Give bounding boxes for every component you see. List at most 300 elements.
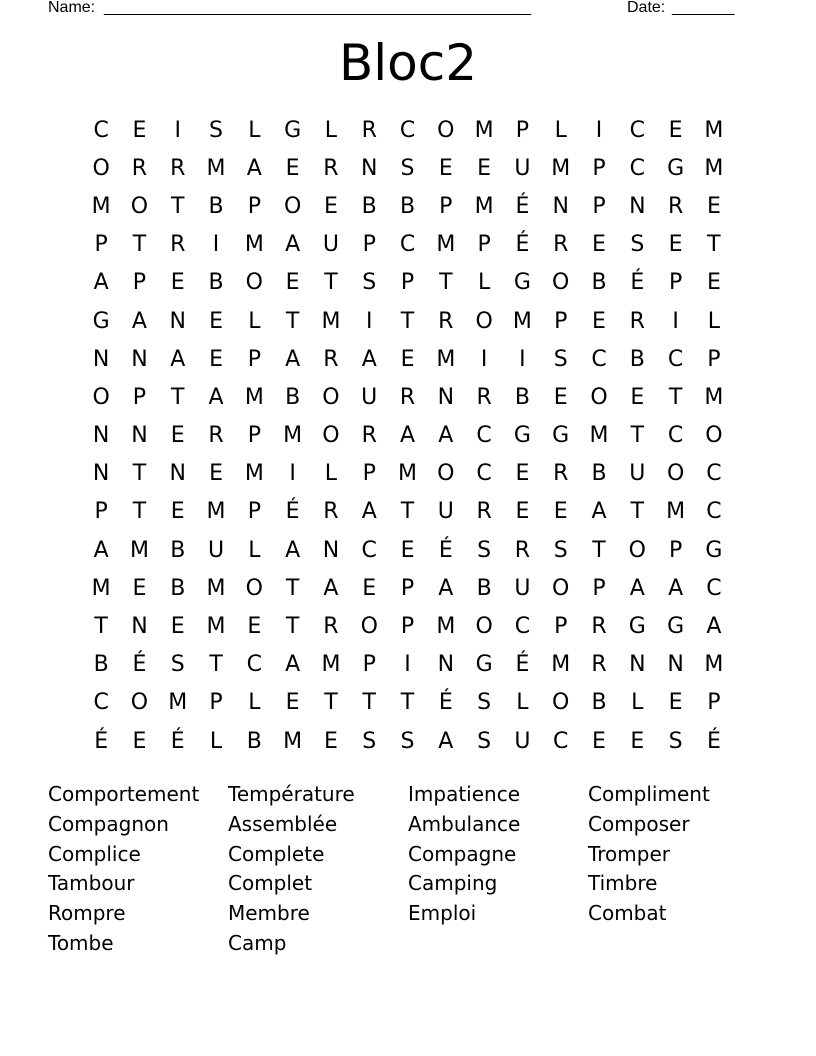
grid-cell: C xyxy=(93,690,109,716)
grid-cell: E xyxy=(515,461,530,487)
grid-cell: P xyxy=(668,270,683,296)
grid-cell: C xyxy=(706,461,722,487)
grid-cell: A xyxy=(131,308,147,334)
grid-cell: N xyxy=(629,193,646,219)
grid-cell: G xyxy=(475,652,493,678)
grid-cell: I xyxy=(404,652,411,678)
grid-cell: O xyxy=(552,690,570,716)
grid-cell: R xyxy=(170,232,186,258)
grid-cell: M xyxy=(244,461,264,487)
grid-cell: P xyxy=(209,690,223,716)
grid-cell: É xyxy=(515,232,530,258)
grid-cell: T xyxy=(94,614,108,640)
grid-cell: C xyxy=(706,575,722,601)
grid-cell: M xyxy=(206,499,226,525)
grid-cell: M xyxy=(436,614,456,640)
header-line xyxy=(48,0,748,18)
grid-cell: C xyxy=(514,614,531,640)
grid-cell: P xyxy=(592,193,606,219)
grid-cell: É xyxy=(515,652,530,678)
word-list-item: Impatience xyxy=(408,782,521,806)
grid-cell: O xyxy=(437,461,455,487)
grid-cell: A xyxy=(208,384,224,410)
grid-cell: M xyxy=(512,308,532,334)
grid-cell: I xyxy=(212,232,220,258)
grid-cell: M xyxy=(206,575,226,601)
word-list-item: Température xyxy=(228,782,355,806)
grid-cell: S xyxy=(477,728,492,754)
grid-cell: O xyxy=(92,155,110,181)
grid-cell: M xyxy=(283,728,303,754)
grid-cell: C xyxy=(476,461,492,487)
grid-cell: A xyxy=(285,232,301,258)
grid-cell: L xyxy=(477,270,491,296)
grid-cell: A xyxy=(438,423,454,449)
grid-cell: E xyxy=(668,232,683,258)
word-list-item: Camp xyxy=(228,930,287,955)
grid-cell: U xyxy=(322,232,339,258)
grid-cell: É xyxy=(515,193,530,219)
grid-cell: R xyxy=(131,155,148,181)
grid-cell: G xyxy=(284,117,302,143)
grid-cell: M xyxy=(474,193,494,219)
grid-cell: L xyxy=(248,690,261,716)
grid-cell: E xyxy=(400,346,415,372)
grid-cell: O xyxy=(552,270,570,296)
grid-cell: E xyxy=(170,423,185,449)
grid-cell: G xyxy=(552,423,570,449)
grid-cell: A xyxy=(438,575,454,601)
grid-cell: U xyxy=(361,384,378,410)
grid-cell: R xyxy=(591,614,607,640)
grid-cell: T xyxy=(400,499,415,525)
grid-cell: P xyxy=(554,614,568,640)
word-list-item: Complete xyxy=(228,841,325,866)
grid-cell: P xyxy=(94,232,108,258)
grid-cell: E xyxy=(170,614,185,640)
grid-cell: N xyxy=(667,652,684,678)
grid-cell: C xyxy=(591,346,607,372)
grid-cell: E xyxy=(132,117,147,143)
grid-cell: M xyxy=(704,384,724,410)
grid-cell: C xyxy=(629,117,645,143)
grid-cell: M xyxy=(398,461,418,487)
grid-cell: S xyxy=(553,537,568,563)
grid-cell: R xyxy=(361,117,377,143)
grid-cell: O xyxy=(705,423,723,449)
grid-cell: C xyxy=(629,155,645,181)
word-list-item: Emploi xyxy=(408,901,477,926)
grid-cell: P xyxy=(362,652,376,678)
grid-cell: S xyxy=(477,537,492,563)
word-list-item: Timbre xyxy=(588,871,658,896)
grid-cell: A xyxy=(629,575,645,601)
grid-cell: N xyxy=(131,423,148,449)
word-list-item: Comportement xyxy=(48,782,200,806)
grid-cell: B xyxy=(170,537,186,563)
grid-cell: M xyxy=(168,690,188,716)
grid-cell: P xyxy=(247,346,261,372)
grid-cell: U xyxy=(629,461,646,487)
grid-cell: N xyxy=(437,652,455,678)
grid-cell: E xyxy=(592,728,606,754)
grid-cell: S xyxy=(209,117,224,143)
grid-cell: S xyxy=(170,652,185,678)
grid-cell: P xyxy=(400,270,415,296)
grid-cell: B xyxy=(591,690,607,716)
grid-cell: O xyxy=(360,614,378,640)
grid-cell: O xyxy=(92,384,110,410)
grid-cell: M xyxy=(129,537,149,563)
grid-cell: E xyxy=(323,193,338,219)
word-list-item: Tombe xyxy=(48,930,114,955)
grid-cell: N xyxy=(92,423,110,449)
grid-cell: O xyxy=(552,575,570,601)
grid-cell: C xyxy=(667,423,684,449)
grid-cell: A xyxy=(438,728,454,754)
grid-cell: R xyxy=(323,614,339,640)
grid-cell: M xyxy=(704,155,724,181)
grid-cell: B xyxy=(399,193,416,219)
grid-cell: B xyxy=(208,270,224,296)
grid-cell: B xyxy=(208,193,224,219)
grid-cell: P xyxy=(477,232,491,258)
grid-cell: A xyxy=(591,499,607,525)
grid-cell: C xyxy=(476,423,492,449)
grid-cell: T xyxy=(324,690,338,716)
grid-cell: A xyxy=(285,652,301,678)
grid-cell: P xyxy=(707,690,721,716)
grid-cell: E xyxy=(706,193,721,219)
grid-cell: T xyxy=(592,537,606,563)
grid-cell: U xyxy=(514,575,531,601)
grid-cell: A xyxy=(706,614,722,640)
grid-cell: I xyxy=(289,461,296,487)
grid-cell: M xyxy=(321,652,341,678)
grid-cell: M xyxy=(589,423,609,449)
grid-cell: N xyxy=(131,614,148,640)
grid-cell: R xyxy=(476,499,492,525)
grid-cell: A xyxy=(361,346,377,372)
grid-cell: T xyxy=(400,690,415,716)
grid-cell: O xyxy=(628,537,646,563)
grid-cell: B xyxy=(591,461,607,487)
grid-cell: O xyxy=(322,423,340,449)
grid-cell: N xyxy=(131,346,148,372)
word-list xyxy=(48,780,768,959)
grid-cell: B xyxy=(514,384,530,410)
grid-cell: R xyxy=(553,232,569,258)
grid-cell: E xyxy=(285,690,300,716)
grid-cell: P xyxy=(362,461,376,487)
grid-cell: L xyxy=(554,117,567,143)
grid-cell: E xyxy=(247,614,262,640)
grid-cell: N xyxy=(169,308,186,334)
grid-cell: N xyxy=(169,461,186,487)
grid-cell: E xyxy=(630,384,645,410)
grid-cell: N xyxy=(322,537,340,563)
grid-cell: E xyxy=(438,155,453,181)
grid-cell: O xyxy=(245,575,263,601)
grid-cell: E xyxy=(362,575,377,601)
grid-cell: I xyxy=(672,308,679,334)
grid-cell: É xyxy=(170,728,185,754)
grid-cell: É xyxy=(94,728,109,754)
grid-cell: R xyxy=(170,155,186,181)
grid-cell: T xyxy=(209,652,223,678)
grid-cell: M xyxy=(551,652,571,678)
grid-cell: A xyxy=(93,270,109,296)
grid-cell: O xyxy=(437,117,455,143)
grid-cell: B xyxy=(476,575,492,601)
grid-cell: G xyxy=(705,537,723,563)
grid-cell: T xyxy=(630,423,645,449)
grid-cell: O xyxy=(130,193,149,219)
grid-cell: C xyxy=(361,537,377,563)
grid-cell: M xyxy=(244,232,264,258)
grid-cell: L xyxy=(248,308,261,334)
word-list-item: Camping xyxy=(408,871,498,896)
grid-cell: G xyxy=(667,614,685,640)
word-list-item: Assemblée xyxy=(228,811,338,836)
grid-cell: G xyxy=(513,423,531,449)
grid-cell: S xyxy=(553,346,568,372)
word-list-item: Tromper xyxy=(588,841,671,866)
grid-cell: S xyxy=(477,690,492,716)
grid-cell: N xyxy=(629,652,646,678)
word-list-item: Membre xyxy=(228,901,310,926)
grid-cell: L xyxy=(516,690,529,716)
grid-cell: M xyxy=(91,193,111,219)
grid-cell: L xyxy=(707,308,721,334)
grid-cell: E xyxy=(323,728,338,754)
date-label: Date: xyxy=(627,0,666,16)
grid-cell: C xyxy=(667,346,684,372)
grid-cell: É xyxy=(630,270,645,296)
grid-cell: A xyxy=(170,346,186,372)
grid-cell: E xyxy=(170,270,185,296)
grid-cell: E xyxy=(285,270,300,296)
grid-cell: É xyxy=(132,652,147,678)
grid-cell: T xyxy=(171,193,185,219)
grid-cell: E xyxy=(400,537,415,563)
grid-cell: S xyxy=(400,155,415,181)
grid-cell: O xyxy=(322,384,340,410)
grid-cell: E xyxy=(285,155,300,181)
grid-cell: R xyxy=(553,461,569,487)
grid-cell: A xyxy=(668,575,684,601)
grid-cell: R xyxy=(323,346,339,372)
grid-cell: P xyxy=(400,575,415,601)
grid-cell: M xyxy=(704,652,724,678)
grid-cell: L xyxy=(248,117,261,143)
grid-cell: N xyxy=(437,384,455,410)
grid-cell: E xyxy=(630,728,645,754)
grid-cell: E xyxy=(706,270,721,296)
grid-cell: O xyxy=(666,461,685,487)
grid-cell: E xyxy=(553,384,568,410)
grid-cell: P xyxy=(400,614,415,640)
grid-cell: U xyxy=(514,155,531,181)
grid-cell: R xyxy=(208,423,224,449)
grid-cell: N xyxy=(92,346,110,372)
grid-cell: G xyxy=(513,270,531,296)
grid-cell: T xyxy=(362,690,376,716)
grid-cell: A xyxy=(285,537,301,563)
grid-cell: P xyxy=(94,499,108,525)
grid-cell: E xyxy=(170,499,185,525)
grid-cell: A xyxy=(285,346,301,372)
grid-cell: T xyxy=(668,384,683,410)
grid-cell: A xyxy=(246,155,262,181)
grid-cell: E xyxy=(209,346,223,372)
grid-cell: P xyxy=(362,232,376,258)
grid-cell: C xyxy=(706,499,722,525)
grid-cell: P xyxy=(515,117,530,143)
grid-cell: U xyxy=(514,728,531,754)
word-list-item: Rompre xyxy=(48,901,126,926)
grid-cell: S xyxy=(400,728,415,754)
grid-cell: O xyxy=(283,193,302,219)
grid-cell: E xyxy=(553,499,568,525)
grid-cell: R xyxy=(667,193,684,219)
grid-cell: M xyxy=(283,423,303,449)
grid-cell: R xyxy=(323,499,339,525)
grid-cell: M xyxy=(206,614,226,640)
grid-cell: T xyxy=(285,614,300,640)
grid-cell: P xyxy=(554,308,568,334)
name-blank: ________________________________________________ xyxy=(104,0,532,16)
grid-cell: I xyxy=(174,117,181,143)
grid-cell: R xyxy=(438,308,454,334)
word-list-item: Compagne xyxy=(408,841,517,866)
grid-cell: A xyxy=(93,537,109,563)
grid-cell: P xyxy=(247,193,261,219)
grid-cell: I xyxy=(519,346,526,372)
grid-cell: C xyxy=(399,232,416,258)
grid-cell: R xyxy=(476,384,492,410)
grid-cell: O xyxy=(475,614,493,640)
grid-cell: M xyxy=(321,308,341,334)
grid-cell: P xyxy=(132,270,147,296)
grid-cell: I xyxy=(595,117,603,143)
grid-cell: T xyxy=(707,232,721,258)
grid-cell: E xyxy=(132,575,147,601)
grid-cell: T xyxy=(630,499,645,525)
date-blank: _______ xyxy=(672,0,735,16)
grid-cell: A xyxy=(323,575,339,601)
grid-cell: B xyxy=(93,652,109,678)
grid-cell: É xyxy=(285,499,300,525)
grid-cell: C xyxy=(399,117,416,143)
grid-cell: B xyxy=(361,193,377,219)
grid-cell: T xyxy=(132,232,147,258)
grid-cell: E xyxy=(477,155,492,181)
grid-cell: P xyxy=(668,537,683,563)
grid-cell: P xyxy=(592,155,606,181)
grid-cell: U xyxy=(207,537,225,563)
grid-cell: E xyxy=(592,232,606,258)
grid-cell: B xyxy=(629,346,645,372)
grid-cell: A xyxy=(399,423,416,449)
grid-cell: E xyxy=(209,461,223,487)
grid-cell: S xyxy=(668,728,683,754)
grid-cell: N xyxy=(360,155,378,181)
word-list-item: Complice xyxy=(48,841,141,866)
grid-cell: G xyxy=(92,308,110,334)
grid-cell: A xyxy=(361,499,377,525)
grid-cell: E xyxy=(515,499,530,525)
grid-cell: C xyxy=(246,652,263,678)
grid-cell: T xyxy=(132,499,147,525)
grid-cell: B xyxy=(591,270,607,296)
grid-cell: L xyxy=(324,461,338,487)
grid-cell: M xyxy=(244,384,264,410)
grid-cell: M xyxy=(704,117,724,143)
grid-cell: P xyxy=(707,346,721,372)
grid-cell: E xyxy=(592,308,606,334)
grid-cell: P xyxy=(247,499,261,525)
grid-cell: P xyxy=(592,575,606,601)
grid-cell: O xyxy=(130,690,149,716)
grid-cell: O xyxy=(590,384,608,410)
grid-cell: M xyxy=(474,117,494,143)
grid-cell: É xyxy=(706,728,721,754)
letter-grid xyxy=(82,111,733,760)
grid-cell: R xyxy=(361,423,377,449)
word-list-item: Tambour xyxy=(48,871,135,896)
grid-cell: T xyxy=(285,575,300,601)
grid-cell: B xyxy=(246,728,262,754)
grid-cell: G xyxy=(667,155,685,181)
grid-cell: M xyxy=(436,346,456,372)
grid-cell: P xyxy=(439,193,453,219)
word-list-item: Compagnon xyxy=(48,811,169,836)
grid-cell: T xyxy=(400,308,415,334)
grid-cell: I xyxy=(365,308,373,334)
grid-cell: E xyxy=(132,728,147,754)
grid-cell: G xyxy=(628,614,646,640)
grid-cell: E xyxy=(209,308,223,334)
grid-cell: O xyxy=(475,308,493,334)
grid-cell: L xyxy=(631,690,644,716)
word-list-item: Combat xyxy=(588,901,667,926)
grid-cell: R xyxy=(323,155,339,181)
grid-cell: P xyxy=(132,384,147,410)
grid-cell: R xyxy=(591,652,607,678)
grid-cell: S xyxy=(630,232,645,258)
grid-cell: R xyxy=(629,308,645,334)
grid-cell: L xyxy=(324,117,338,143)
grid-cell: M xyxy=(666,499,686,525)
word-list-item: Complet xyxy=(228,871,313,896)
grid-cell: É xyxy=(438,690,453,716)
grid-cell: M xyxy=(206,155,226,181)
word-list-item: Ambulance xyxy=(408,811,521,836)
grid-cell: É xyxy=(438,537,453,563)
grid-cell: R xyxy=(399,384,416,410)
grid-cell: M xyxy=(551,155,571,181)
grid-cell: C xyxy=(93,117,109,143)
word-list-item: Compliment xyxy=(588,782,710,806)
grid-cell: C xyxy=(553,728,569,754)
grid-cell: R xyxy=(514,537,531,563)
grid-cell: S xyxy=(362,270,377,296)
word-list-item: Composer xyxy=(588,811,690,836)
grid-cell: S xyxy=(362,728,377,754)
grid-cell: B xyxy=(285,384,301,410)
page-title: Bloc2 xyxy=(338,34,478,92)
